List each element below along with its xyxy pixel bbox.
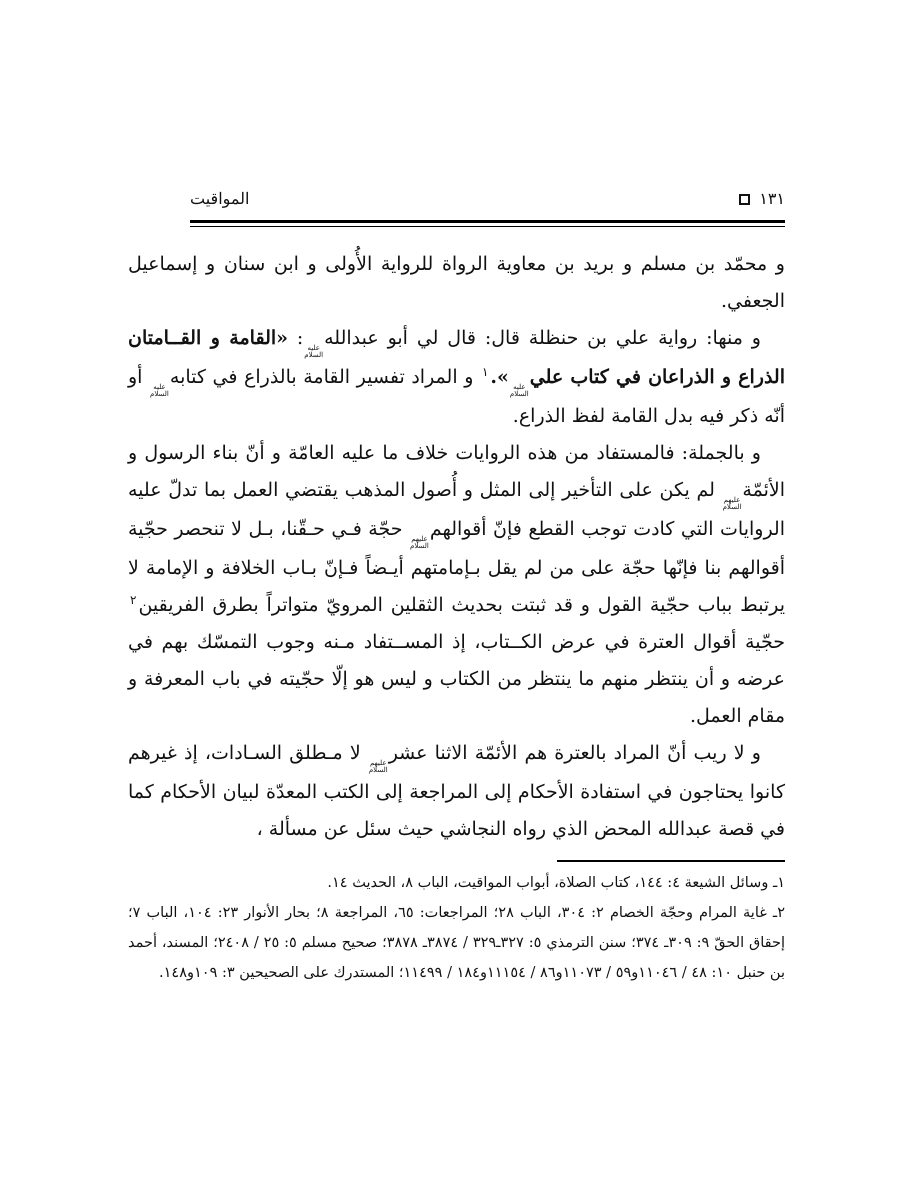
square-marker-icon xyxy=(739,194,750,205)
paragraph: و منها: رواية علي بن حنظلة قال: قال لي أبو عبدالله عليه السلام : «القامة و القــامتان الذراع و الذراعان في كتاب علي عليه السلام ».$^١$ و المراد تفسير القامة بالذراع في كتابه عليه السلام أو أنّه ذكر فيه بدل القامة لفظ الذراع. xyxy=(128,327,785,427)
paragraph: و لا ريب أنّ المراد بالعترة هم الأئمّة الاثنا عشر عليهم السلام لا مـطلق السـادات، إذ غيرهم كانوا يحتاجون في استفادة الأحكام إلى المراجعة إلى الكتب المعدّة لبيان الأحكام كما في قصة عبدالله المحض الذي رواه النجاشي حيث سئل عن مسألة ، xyxy=(128,742,785,840)
page-number xyxy=(739,188,785,210)
footnote-reference: ١ xyxy=(481,365,489,379)
honorific-icon: عليه السلام xyxy=(509,383,529,398)
bold-quote: «القامة و القــامتان الذراع و الذراعان في كتاب علي xyxy=(128,327,785,388)
honorific-icon: عليه السلام xyxy=(304,344,324,359)
footnote-reference: ٢ xyxy=(130,593,137,607)
honorific-icon: عليهم السلام xyxy=(410,535,429,550)
header-rule xyxy=(190,220,785,227)
footnotes xyxy=(128,868,785,988)
honorific-icon: عليه السلام xyxy=(150,383,169,398)
paragraph: و بالجملة: فالمستفاد من هذه الروايات خلاف ما عليه العامّة و أنّ بناء الرسول و الأئمّة عليهم السلام لم يكن على التأخير إلى المثل و أُصول المذهب يقتضي العمل بما تدلّ عليه الروايات التي كادت توجب القطع فإنّ أقوالهم عليهم السلام حجّة فـي حـقّنا، بـل لا تنحصر حجّية أقوالهم بنا فإنّها حجّة على من لم يقل بـإمامتهم أيـضاً فـإنّ بـاب الخلافة و الإمامة لا يرتبط بباب حجّية القول و قد ثبتت بحديث الثقلين المرويّ متواتراً بطرق الفريقين$^٢$ حجّية أقوال العترة في عرض الكــتاب، إذ المســتفاد مـنه وجوب التمسّك بهم في عرضه و أن ينتظر منهم ما ينتظر من الكتاب و ليس هو إلّا حجّيته في باب المعرفة و مقام العمل. xyxy=(128,442,785,727)
footnote-separator xyxy=(557,860,785,862)
page-number-value: ١٣١ xyxy=(759,189,785,208)
running-head xyxy=(190,188,785,210)
paragraph: و محمّد بن مسلم و بريد بن معاوية الرواة للرواية الأُولى و ابن سنان و إسماعيل الجعفي. xyxy=(128,253,785,312)
footnote: ٢ـ غاية المرام وحجّة الخصام ٢: ٣٠٤، الباب ٢٨؛ المراجعات: ٦٥، المراجعة ٨؛ بحار الأنوار ٢٣: ١٠٤، الباب ٧؛ إحقاق الحقّ ٩: ٣٠٩ـ ٣٧٤؛ سنن الترمذي ٥: ٣٢٧ـ٣٢٩ / ٣٨٧٤ـ ٣٨٧٨؛ صحيح مسلم ٥: ٢٥ / ٢٤٠٨؛ المسند، أحمد بن حنبل ١٠: ٤٨ / ١١٠٤٦و٥٩ / ١١٠٧٣و٨٦ / ١١١٥٤و١٨٤ / ١١٤٩٩؛ المستدرك على الصحيحين ٣: ١٠٩و١٤٨. xyxy=(128,905,786,981)
bold-quote: ». xyxy=(490,366,509,388)
honorific-icon: عليهم السلام xyxy=(368,759,388,774)
body-text xyxy=(128,246,785,848)
footnote: ١ـ وسائل الشيعة ٤: ١٤٤، كتاب الصلاة، أبواب المواقيت، الباب ٨، الحديث ١٤. xyxy=(327,875,785,891)
chapter-title: المواقيت xyxy=(190,189,250,208)
honorific-icon: عليهم السلام xyxy=(722,496,742,511)
